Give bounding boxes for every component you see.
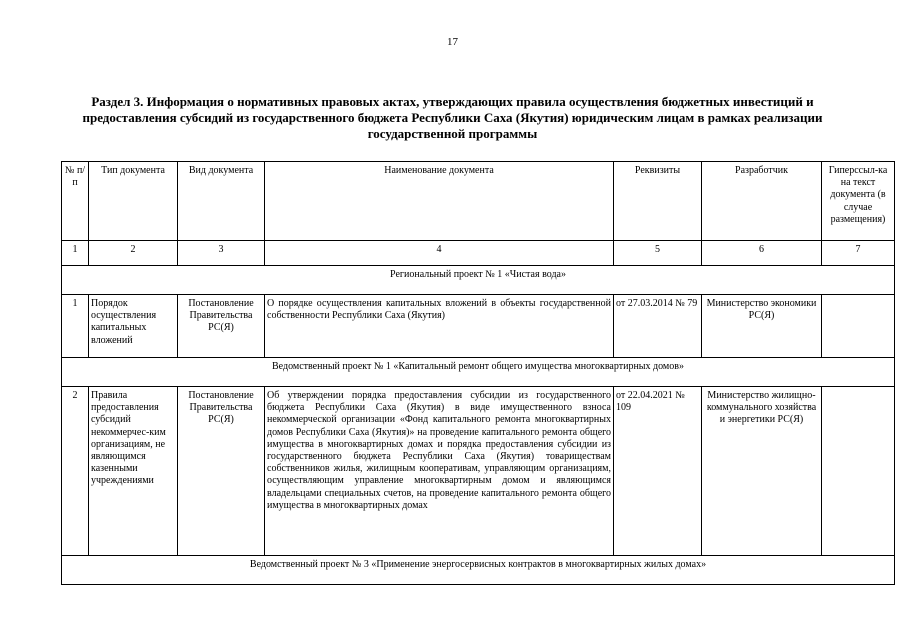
table-row [62,387,895,556]
group-row [62,556,895,585]
header-details: Реквизиты [614,162,702,241]
row-doc-type: Порядок осуществления капитальных вложений [89,295,178,358]
column-number: 3 [178,241,265,266]
header-doc-type: Тип документа [89,162,178,241]
group-title: Ведомственный проект № 3 «Применение энергосервисных контрактов в многоквартирных жилых домах» [62,556,895,585]
table-header-row [62,162,895,241]
row-details: от 22.04.2021 № 109 [614,387,702,556]
row-doc-kind: Постановление Правительства РС(Я) [178,387,265,556]
column-number: 5 [614,241,702,266]
group-row [62,358,895,387]
header-doc-kind: Вид документа [178,162,265,241]
column-number: 1 [62,241,89,266]
row-num: 1 [62,295,89,358]
group-title: Региональный проект № 1 «Чистая вода» [62,266,895,295]
column-numbers-row [62,241,895,266]
row-doc-type: Правила предоставления субсидий некоммерчес-ким организациям, не являющимся казенными учреждениями [89,387,178,556]
header-developer: Разработчик [702,162,822,241]
table-row [62,295,895,358]
row-developer: Министерство жилищно-коммунального хозяйства и энергетики РС(Я) [702,387,822,556]
page-number: 17 [447,36,458,48]
section-title: Раздел 3. Информация о нормативных правовых актах, утверждающих правила осуществления бюджетных инвестиций и предоставления субсидий из государственного бюджета Республики Саха (Якутия) юридическим лицам в рамках реализации государственной программы [82,94,823,141]
row-num: 2 [62,387,89,556]
row-doc-name: Об утверждении порядка предоставления субсидии из государственного бюджета Республики Саха (Якутия) в виде имущественного взноса некоммерческой организации «Фонд капитального ремонта многоквартирных домов Республики Саха (Якутия)» на проведение капитального ремонта общего имущества в многоквартирных домах и порядка предоставления субсидии из государственного бюджета Республики Саха (Якутия) товариществам собственников жилья, жилищным кооперативам, управляющим организациям, осуществляющим управление многоквартирным домом и являющимся владельцами специальных счетов, на проведение капитального ремонта общего имущества в многоквартирных домах [265,387,614,556]
row-hyperlink [822,295,895,358]
row-doc-name: О порядке осуществления капитальных вложений в объекты государственной собственности Республики Саха (Якутия) [265,295,614,358]
column-number: 6 [702,241,822,266]
row-developer: Министерство экономики РС(Я) [702,295,822,358]
group-title: Ведомственный проект № 1 «Капитальный ремонт общего имущества многоквартирных домов» [62,358,895,387]
group-row [62,266,895,295]
header-hyperlink: Гиперссыл-ка на текст документа (в случае размещения) [822,162,895,241]
column-number: 4 [265,241,614,266]
column-number: 7 [822,241,895,266]
row-details: от 27.03.2014 № 79 [614,295,702,358]
row-doc-kind: Постановление Правительства РС(Я) [178,295,265,358]
header-num: № п/п [62,162,89,241]
regulatory-acts-table [61,161,895,585]
header-doc-name: Наименование документа [265,162,614,241]
column-number: 2 [89,241,178,266]
row-hyperlink [822,387,895,556]
